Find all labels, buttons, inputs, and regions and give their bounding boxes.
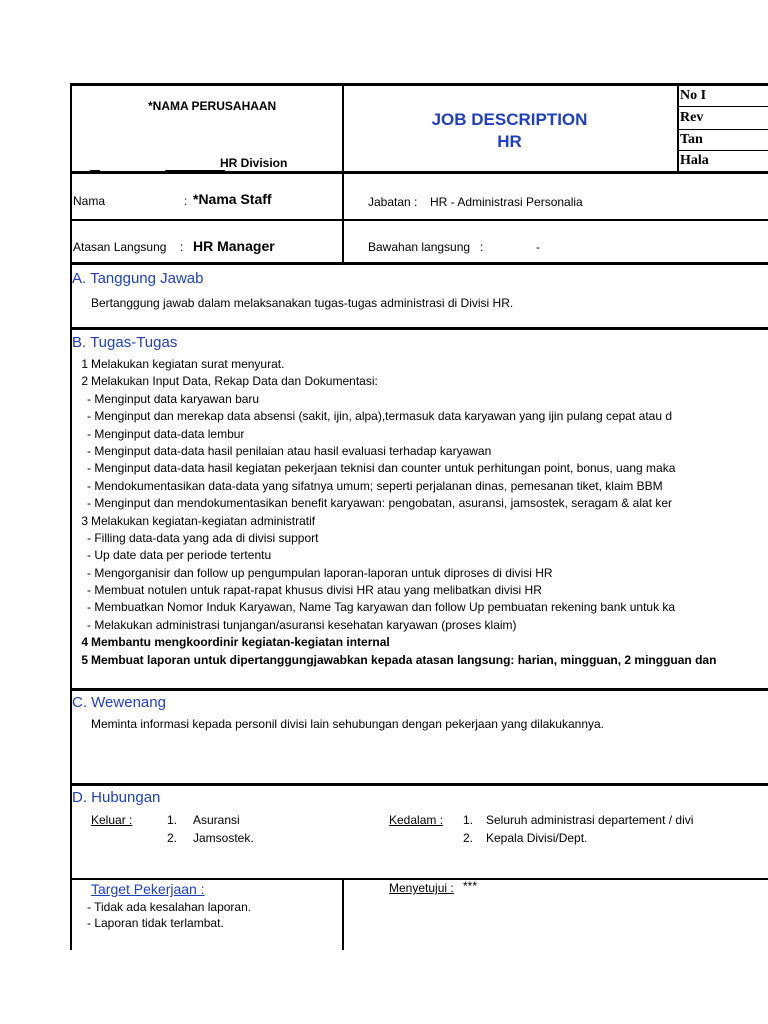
task-text: Membantu mengkoordinir kegiatan-kegiatan internal <box>91 635 390 650</box>
task-line <box>72 409 768 426</box>
task-line <box>72 548 768 565</box>
division-name: HR Division <box>220 156 288 170</box>
rule-b-bottom <box>70 688 768 691</box>
task-text: - Menginput dan merekap data absensi (sakit, ijin, alpa),termasuk data karyawan yang ijin pulang cepat atau d <box>87 409 673 424</box>
task-text: Membuat laporan untuk dipertanggungjawabkan kepada atasan langsung: harian, mingguan, 2 mingguan dan <box>91 652 717 667</box>
task-number: 2 <box>81 374 88 389</box>
task-line <box>72 374 768 391</box>
meta-label-no: No I <box>680 88 707 103</box>
menyetujui-value: *** <box>463 879 478 893</box>
task-text: - Mengorganisir dan follow up pengumpulan laporan-laporan untuk diproses di divisi HR <box>87 565 553 580</box>
task-number: 4 <box>81 635 88 650</box>
rule-top <box>70 83 768 86</box>
keluar-item-num: 1. <box>167 813 178 827</box>
task-line <box>72 531 768 548</box>
rule-footer-divider <box>342 878 344 950</box>
atasan-value: HR Manager <box>193 238 275 254</box>
section-c-text: Meminta informasi kepada personil divisi lain sehubungan dengan pekerjaan yang dilakukannya. <box>91 717 604 731</box>
task-line <box>72 496 768 513</box>
task-text: Melakukan kegiatan-kegiatan administratif <box>91 513 316 528</box>
task-text: - Menginput data-data hasil kegiatan pekerjaan teknisi dan counter untuk perhitungan point, bonus, uang maka <box>87 461 676 476</box>
task-text: - Up date data per periode tertentu <box>87 548 272 563</box>
bawahan-separator: : <box>480 240 484 254</box>
section-a-text: Bertanggung jawab dalam melaksanakan tugas-tugas administrasi di Divisi HR. <box>91 296 514 310</box>
task-text: - Membuatkan Nomor Induk Karyawan, Name Tag karyawan dan follow Up pembuatan rekening bank untuk ka <box>87 600 676 615</box>
task-line <box>72 392 768 409</box>
section-b-title: B. Tugas-Tugas <box>72 334 178 351</box>
rule-info-bottom <box>70 262 768 265</box>
task-line <box>72 618 768 635</box>
task-number: 1 <box>81 357 88 371</box>
task-number: 5 <box>81 652 88 667</box>
task-text: Melakukan Input Data, Rekap Data dan Dokumentasi: <box>91 374 378 389</box>
task-text: - Membuat notulen untuk rapat-rapat khusus divisi HR atau yang melibatkan divisi HR <box>87 583 542 598</box>
section-d-title: D. Hubungan <box>72 789 161 806</box>
task-line <box>72 427 768 444</box>
nama-value: *Nama Staff <box>193 191 272 207</box>
meta-label-halaman: Hala <box>680 153 709 168</box>
task-line <box>72 479 768 496</box>
bawahan-value: - <box>536 240 540 254</box>
atasan-separator: : <box>180 240 184 254</box>
target-item: - Tidak ada kesalahan laporan. <box>87 900 252 914</box>
doc-title: JOB DESCRIPTION <box>431 110 588 129</box>
rule-d-bottom <box>70 878 768 880</box>
atasan-label: Atasan Langsung <box>73 240 167 254</box>
rule-c-bottom <box>70 783 768 786</box>
section-c-title: C. Wewenang <box>72 694 166 711</box>
target-label: Target Pekerjaan : <box>91 881 205 897</box>
task-text: - Melakukan administrasi tunjangan/asuransi kesehatan karyawan (proses klaim) <box>87 617 517 632</box>
task-line <box>72 583 768 600</box>
company-name: *NAMA PERUSAHAAN <box>148 99 277 113</box>
target-item: - Laporan tidak terlambat. <box>87 916 224 930</box>
doc-subtitle: HR <box>497 132 522 151</box>
meta-label-rev: Rev <box>680 110 704 125</box>
task-line <box>72 357 768 374</box>
kedalam-item-text: Seluruh administrasi departement / divi <box>486 813 694 827</box>
task-list <box>72 357 768 670</box>
kedalam-item-num: 1. <box>463 813 474 827</box>
task-text: - Menginput data karyawan baru <box>87 391 260 406</box>
task-line <box>72 600 768 617</box>
menyetujui-label: Menyetujui : <box>389 881 454 895</box>
rule-company-underline <box>90 170 100 171</box>
keluar-item-text: Asuransi <box>193 813 240 827</box>
rule-company-underline-2 <box>165 170 225 171</box>
kedalam-item-text: Kepala Divisi/Dept. <box>486 831 588 845</box>
task-line <box>72 566 768 583</box>
task-line <box>72 514 768 531</box>
jabatan-label: Jabatan : <box>368 195 418 209</box>
keluar-item-num: 2. <box>167 831 178 845</box>
kedalam-item-num: 2. <box>463 831 474 845</box>
rule-header-bottom <box>70 171 768 174</box>
task-line <box>72 653 768 670</box>
task-text: - Menginput dan mendokumentasikan benefit karyawan: pengobatan, asuransi, jamsostek, seragam & alat ker <box>87 496 672 511</box>
rule-info-mid <box>70 219 768 221</box>
task-text: - Filling data-data yang ada di divisi support <box>87 530 319 545</box>
task-line <box>72 461 768 478</box>
nama-label: Nama <box>73 194 106 208</box>
task-text: Melakukan kegiatan surat menyurat. <box>91 357 285 371</box>
task-number: 3 <box>81 513 88 528</box>
task-line <box>72 635 768 652</box>
rule-meta-row2 <box>677 129 768 130</box>
kedalam-label: Kedalam : <box>389 813 444 827</box>
task-text: - Menginput data-data hasil penilaian atau hasil evaluasi terhadap karyawan <box>87 443 492 458</box>
task-line <box>72 444 768 461</box>
task-text: - Mendokumentasikan data-data yang sifatnya umum; seperti perjalanan dinas, pemesanan tiket, klaim BBM <box>87 478 663 493</box>
rule-meta-row1 <box>677 106 768 107</box>
task-text: - Menginput data-data lembur <box>87 426 245 441</box>
section-a-title: A. Tanggung Jawab <box>72 270 204 287</box>
keluar-item-text: Jamsostek. <box>193 831 254 845</box>
rule-meta-row3 <box>677 150 768 151</box>
meta-label-tanggal: Tan <box>680 132 703 147</box>
keluar-label: Keluar : <box>91 813 133 827</box>
bawahan-label: Bawahan langsung <box>368 240 471 254</box>
jabatan-value: HR - Administrasi Personalia <box>430 195 583 209</box>
rule-meta-divider <box>677 83 679 173</box>
rule-a-bottom <box>70 327 768 330</box>
nama-separator: : <box>184 194 188 208</box>
